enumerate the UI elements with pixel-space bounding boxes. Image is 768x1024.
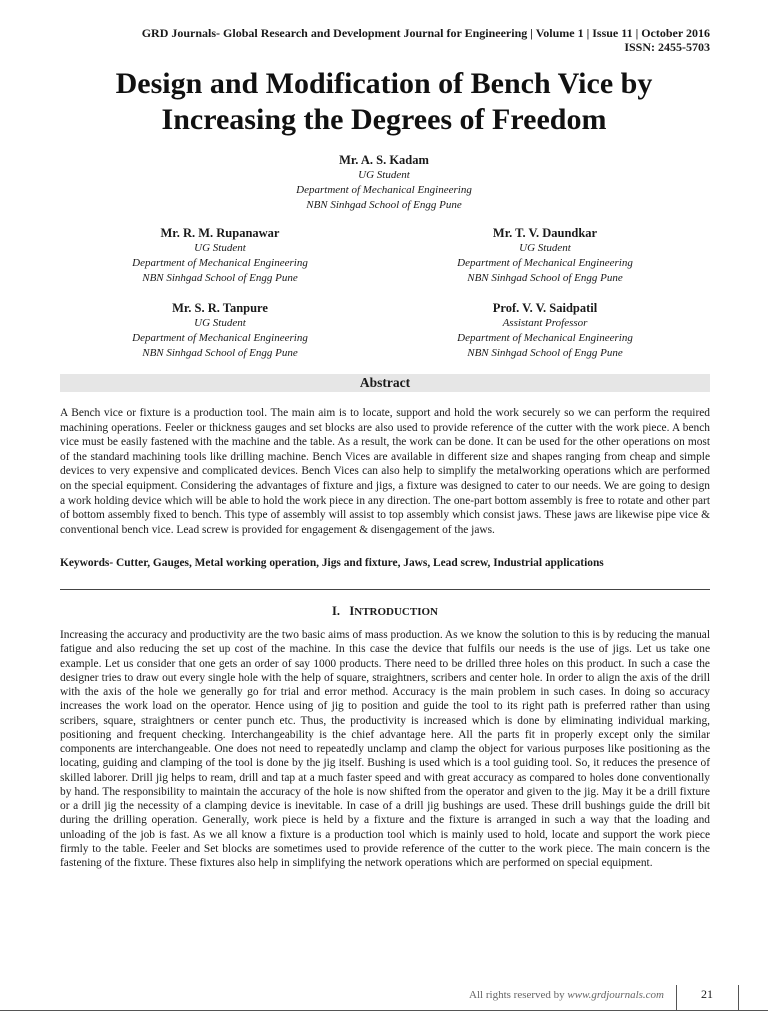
keywords-line: Keywords- Cutter, Gauges, Metal working operation, Jigs and fixture, Jaws, Lead screw, Industrial applications: [60, 557, 604, 569]
footer-corner-mark: [738, 985, 739, 1010]
journal-header-issn: ISSN: 2455-5703: [624, 40, 710, 54]
footer-site-link[interactable]: www.grdjournals.com: [567, 989, 664, 1001]
author-name: Mr. A. S. Kadam: [339, 153, 429, 167]
section-number: I.: [332, 604, 340, 618]
author-school: NBN Sinhgad School of Engg Pune: [306, 199, 462, 211]
footer-rule: [0, 1010, 738, 1011]
author-department: Department of Mechanical Engineering: [296, 184, 472, 196]
introduction-body: Increasing the accuracy and productivity are the two basic aims of mass production. As we know the solution to this is by reducing the manual fatigue and also reducing the set up cost of the machine. In this case the device that fulfils our needs is the use of jigs. Let us take one example. Let us consider that one gets an order of say 1000 products. There need to be drilled three holes on this product. In such a case the designer tries to draw out every single hole with the help of square, straightners, scribers and center hole. In order to align the axis of the drill with the axis of the hole we generally go for trial and error method. Accuracy is the main problem in such cases. In doing so accuracy increases the work load on the operator. Hence using of jig to position and guide the tool to its right path is preferred rather than using scribers, square, straightners or center punch etc. Thus, the productivity is increased which is done by eliminating individual marking, positioning and frequent checking. Interchangeability is the chief advantage here. All the parts fit in properly except only the similar components are interchangeable. One does not need to repeatedly unclamp and clamp the object for various purposes like positioning as the locating, guiding and clamping of the tool is done by the jig itself. Bushing is used which is a tool guiding tool. So, it reduces the presence of skilled laborer. Drill jig helps to ream, drill and tap at a much faster speed and with great accuracy as compared to holes done conventionally by hand. The responsibility to maintain the accuracy of the hole is now shifted from the operator and given to the jig. May it be a drill fixture or a drill jig the necessity of a clamping device is inevitable. In case of a drill jig bushings are used. These drill bushings guide the drill bit during the drilling operation. Generally, work piece is held by a fixture and the fixture is arranged in such a way that the loading and unloading of the job is fast. As we all know a fixture is a production tool which is mainly used to hold, locate and support the work piece firmly to the table. Feeler and Set blocks are sometimes used to provide reference of the cutter to the work piece. The main concern is the fastening of the fixture. These fixtures also help in simplifying the network operations which are performed on special equipment.: [60, 629, 710, 869]
author-name: Mr. T. V. Daundkar: [492, 226, 598, 240]
author-role: Assistant Professor: [502, 317, 588, 329]
author-role: UG Student: [519, 242, 571, 254]
author-block-kadam: [234, 152, 534, 213]
journal-header-line1: GRD Journals- Global Research and Development Journal for Engineering | Volume 1 | Issue 11 | October 2016: [141, 26, 710, 40]
section-heading-introduction: [60, 604, 710, 620]
paper-title-line1: Design and Modification of Bench Vice by: [115, 67, 653, 100]
section-divider: [60, 589, 710, 590]
author-name: Mr. R. M. Rupanawar: [160, 226, 280, 240]
author-block-rupanawar: [70, 225, 370, 286]
paper-title: [40, 66, 728, 138]
footer-rights-label: All rights reserved by: [469, 989, 568, 1001]
author-department: Department of Mechanical Engineering: [132, 257, 308, 269]
author-block-tanpure: [70, 300, 370, 361]
author-role: UG Student: [194, 242, 246, 254]
author-department: Department of Mechanical Engineering: [457, 332, 633, 344]
author-role: UG Student: [358, 169, 410, 181]
author-school: NBN Sinhgad School of Engg Pune: [467, 272, 623, 284]
abstract-body: A Bench vice or fixture is a production tool. The main aim is to locate, support and hold the work securely so we can perform the required machining operations. Feeler or thickness gauges and set blocks are also used to provide reference of the cutter with the work piece. A bench vice must be easily fastened with the machine and the table. As a result, the work can be done. It can be used for the other operations on most of the standard machining tools like drilling machine. Bench Vices are available in different size and shapes ranging from cheap and simple devices to very expensive and complicated devices. Bench Vices can also help to simplify the metalworking operations which are performed on the special equipment. Considering the advantages of fixture and jigs, a fixture was designed to cater to our needs. We are going to design a work holding device which will be able to hold the work piece in any direction. The one-part bottom assembly is free to rotate and other part of bottom assembly fixed to bench. This type of assembly will assist to top assembly which consist jaws. These jaws are likewise pipe vice & conventional bench vice. Lead screw is provided for engagement & disengagement of the jaws.: [60, 407, 710, 536]
author-block-daundkar: [395, 225, 695, 286]
section-title-initial: I: [349, 604, 355, 618]
author-role: UG Student: [194, 317, 246, 329]
author-school: NBN Sinhgad School of Engg Pune: [142, 347, 298, 359]
author-block-saidpatil: [395, 300, 695, 361]
author-school: NBN Sinhgad School of Engg Pune: [467, 347, 623, 359]
author-department: Department of Mechanical Engineering: [457, 257, 633, 269]
author-department: Department of Mechanical Engineering: [132, 332, 308, 344]
footer-corner-tick: [738, 1010, 768, 1011]
author-name: Mr. S. R. Tanpure: [172, 301, 268, 315]
journal-header: [60, 26, 710, 54]
page-number: 21: [701, 987, 713, 1001]
author-name: Prof. V. V. Saidpatil: [492, 301, 598, 315]
paper-title-line2: Increasing the Degrees of Freedom: [161, 103, 607, 136]
section-title-rest: NTRODUCTION: [354, 606, 438, 618]
abstract-heading: Abstract: [60, 374, 710, 392]
author-school: NBN Sinhgad School of Engg Pune: [142, 272, 298, 284]
footer-rights: [380, 988, 664, 1002]
